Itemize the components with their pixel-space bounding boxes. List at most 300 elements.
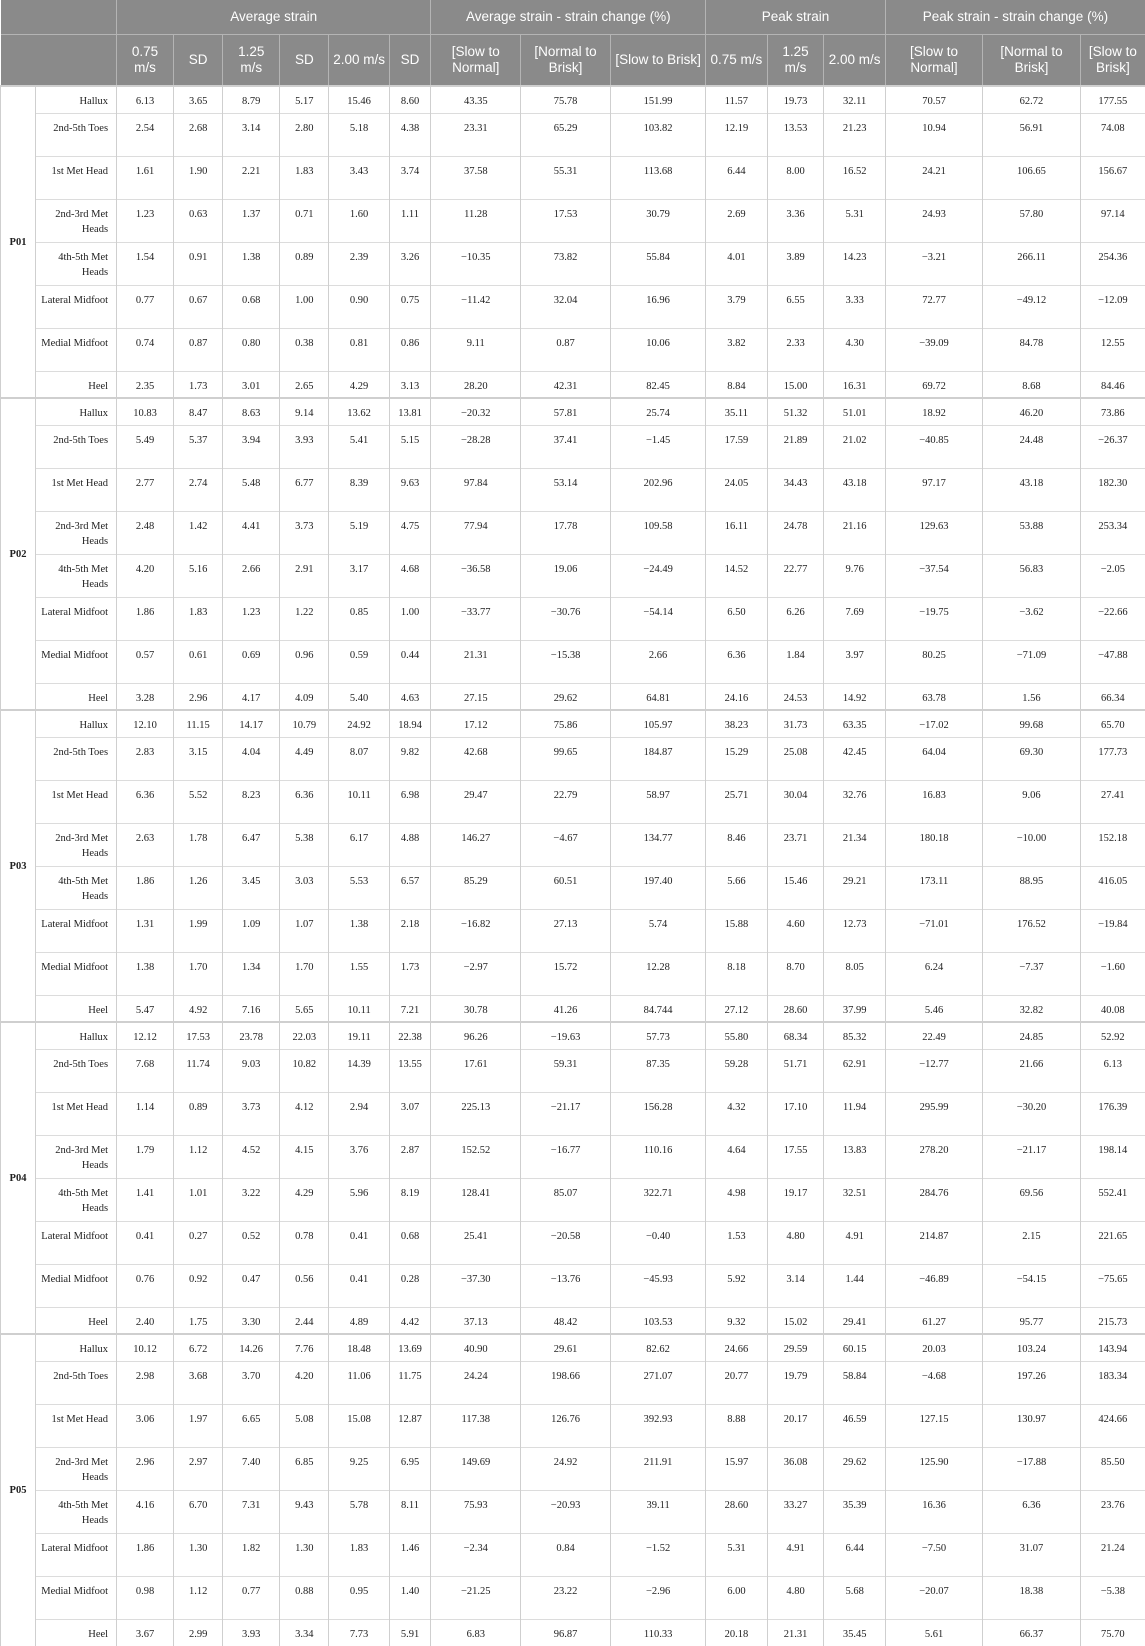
foot-location-label: Lateral Midfoot (36, 1533, 117, 1576)
table-cell: 40.08 (1080, 995, 1145, 1022)
table-cell: 69.56 (983, 1178, 1080, 1221)
table-cell: 4.29 (329, 371, 389, 398)
table-cell: 0.81 (329, 328, 389, 371)
table-cell: 2.80 (280, 113, 329, 156)
table-cell: −1.45 (610, 425, 705, 468)
participant-id: P02 (1, 398, 36, 710)
table-cell: 0.68 (223, 285, 280, 328)
table-cell: 106.65 (983, 156, 1080, 199)
table-cell: 0.95 (329, 1576, 389, 1619)
table-cell: 1.23 (117, 199, 174, 242)
table-cell: 8.84 (706, 371, 767, 398)
table-cell: 0.89 (280, 242, 329, 285)
table-cell: −20.32 (431, 398, 521, 425)
table-row (1, 683, 1145, 710)
table-cell: 6.36 (280, 780, 329, 823)
table-cell: 6.00 (706, 1576, 767, 1619)
table-cell: 253.34 (1080, 511, 1145, 554)
sub-header: [Slow to Normal] (431, 35, 521, 87)
table-cell: −20.58 (521, 1221, 611, 1264)
table-cell: 0.87 (521, 328, 611, 371)
table-cell: 12.10 (117, 710, 174, 737)
foot-location-label: Heel (36, 1307, 117, 1334)
table-cell: 56.91 (983, 113, 1080, 156)
table-cell: 11.15 (174, 710, 223, 737)
table-cell: 16.96 (610, 285, 705, 328)
table-cell: −0.40 (610, 1221, 705, 1264)
table-cell: 9.63 (389, 468, 431, 511)
table-cell: 4.17 (223, 683, 280, 710)
table-cell: 21.89 (767, 425, 824, 468)
table-cell: 2.44 (280, 1307, 329, 1334)
table-cell: 5.38 (280, 823, 329, 866)
sub-header: 0.75 m/s (706, 35, 767, 87)
table-cell: 11.57 (706, 86, 767, 113)
table-cell: 5.17 (280, 86, 329, 113)
table-cell: 3.06 (117, 1404, 174, 1447)
table-cell: 3.74 (389, 156, 431, 199)
table-cell: 0.85 (329, 597, 389, 640)
table-cell: 1.60 (329, 199, 389, 242)
table-cell: 12.73 (824, 909, 885, 952)
table-cell: 0.38 (280, 328, 329, 371)
table-row (1, 597, 1145, 640)
table-cell: −2.05 (1080, 554, 1145, 597)
table-cell: 5.47 (117, 995, 174, 1022)
table-cell: 5.74 (610, 909, 705, 952)
table-cell: 16.52 (824, 156, 885, 199)
table-cell: 20.03 (885, 1334, 982, 1361)
table-cell: 32.82 (983, 995, 1080, 1022)
table-cell: 110.33 (610, 1619, 705, 1646)
table-cell: 151.99 (610, 86, 705, 113)
table-cell: 10.94 (885, 113, 982, 156)
table-cell: 1.26 (174, 866, 223, 909)
table-cell: 4.75 (389, 511, 431, 554)
table-cell: 21.31 (431, 640, 521, 683)
table-cell: 1.75 (174, 1307, 223, 1334)
table-cell: 552.41 (1080, 1178, 1145, 1221)
table-cell: −40.85 (885, 425, 982, 468)
table-cell: −1.52 (610, 1533, 705, 1576)
table-cell: 19.17 (767, 1178, 824, 1221)
table-cell: 180.18 (885, 823, 982, 866)
table-cell: 1.70 (280, 952, 329, 995)
table-cell: 15.46 (767, 866, 824, 909)
table-cell: 152.18 (1080, 823, 1145, 866)
group-header-peak-strain-change: Peak strain - strain change (%) (885, 0, 1145, 35)
table-cell: 75.86 (521, 710, 611, 737)
table-cell: 23.22 (521, 1576, 611, 1619)
table-cell: 6.13 (1080, 1049, 1145, 1092)
table-cell: 55.31 (521, 156, 611, 199)
table-cell: 28.60 (706, 1490, 767, 1533)
table-cell: 41.26 (521, 995, 611, 1022)
table-cell: −10.00 (983, 823, 1080, 866)
table-cell: 130.97 (983, 1404, 1080, 1447)
table-cell: 4.63 (389, 683, 431, 710)
table-cell: 3.94 (223, 425, 280, 468)
table-cell: 19.11 (329, 1022, 389, 1049)
table-cell: 14.23 (824, 242, 885, 285)
table-cell: 99.68 (983, 710, 1080, 737)
table-cell: 1.22 (280, 597, 329, 640)
table-cell: 60.51 (521, 866, 611, 909)
table-cell: 0.52 (223, 1221, 280, 1264)
table-cell: 3.73 (280, 511, 329, 554)
table-cell: 29.62 (824, 1447, 885, 1490)
table-cell: 8.39 (329, 468, 389, 511)
table-row (1, 554, 1145, 597)
table-cell: 60.15 (824, 1334, 885, 1361)
table-cell: 31.07 (983, 1533, 1080, 1576)
foot-location-label: Heel (36, 683, 117, 710)
table-header (1, 0, 1145, 86)
table-cell: 13.55 (389, 1049, 431, 1092)
table-cell: 221.65 (1080, 1221, 1145, 1264)
table-cell: 62.91 (824, 1049, 885, 1092)
table-cell: −7.37 (983, 952, 1080, 995)
table-cell: 30.78 (431, 995, 521, 1022)
table-cell: 152.52 (431, 1135, 521, 1178)
table-cell: 17.61 (431, 1049, 521, 1092)
table-cell: 3.30 (223, 1307, 280, 1334)
group-header-peak-strain: Peak strain (706, 0, 886, 35)
table-cell: 1.14 (117, 1092, 174, 1135)
table-cell: 1.53 (706, 1221, 767, 1264)
table-cell: −30.76 (521, 597, 611, 640)
table-cell: 3.45 (223, 866, 280, 909)
table-cell: 25.71 (706, 780, 767, 823)
table-cell: 10.06 (610, 328, 705, 371)
table-cell: −30.20 (983, 1092, 1080, 1135)
table-cell: 202.96 (610, 468, 705, 511)
table-row (1, 1264, 1145, 1307)
table-cell: 14.52 (706, 554, 767, 597)
table-cell: 198.66 (521, 1361, 611, 1404)
table-cell: 75.93 (431, 1490, 521, 1533)
table-cell: 6.85 (280, 1447, 329, 1490)
table-cell: 16.36 (885, 1490, 982, 1533)
foot-location-label: 1st Met Head (36, 780, 117, 823)
table-row (1, 371, 1145, 398)
table-cell: 6.36 (983, 1490, 1080, 1533)
table-cell: 1.30 (280, 1533, 329, 1576)
table-cell: 20.77 (706, 1361, 767, 1404)
table-cell: 3.07 (389, 1092, 431, 1135)
table-cell: 1.23 (223, 597, 280, 640)
table-cell: 11.06 (329, 1361, 389, 1404)
table-cell: 5.65 (280, 995, 329, 1022)
table-cell: 42.45 (824, 737, 885, 780)
table-cell: 5.16 (174, 554, 223, 597)
table-cell: 4.98 (706, 1178, 767, 1221)
table-cell: 3.89 (767, 242, 824, 285)
table-cell: 1.38 (329, 909, 389, 952)
table-cell: 28.20 (431, 371, 521, 398)
table-cell: 7.69 (824, 597, 885, 640)
foot-location-label: 2nd-5th Toes (36, 1361, 117, 1404)
table-cell: 10.82 (280, 1049, 329, 1092)
table-cell: 10.11 (329, 995, 389, 1022)
table-cell: 1.70 (174, 952, 223, 995)
table-row (1, 468, 1145, 511)
header-blank-participant (1, 0, 36, 35)
table-cell: −12.09 (1080, 285, 1145, 328)
table-body (1, 86, 1145, 1646)
table-cell: 10.12 (117, 1334, 174, 1361)
table-cell: 97.17 (885, 468, 982, 511)
table-row (1, 242, 1145, 285)
table-cell: 2.39 (329, 242, 389, 285)
table-cell: 21.31 (767, 1619, 824, 1646)
table-cell: 27.15 (431, 683, 521, 710)
table-cell: 0.77 (117, 285, 174, 328)
table-cell: 51.01 (824, 398, 885, 425)
table-row (1, 1404, 1145, 1447)
table-cell: −54.15 (983, 1264, 1080, 1307)
table-row (1, 113, 1145, 156)
table-cell: 38.23 (706, 710, 767, 737)
table-cell: 3.14 (223, 113, 280, 156)
table-cell: 0.75 (389, 285, 431, 328)
table-row (1, 1307, 1145, 1334)
sub-header: 2.00 m/s (329, 35, 389, 87)
table-cell: 19.73 (767, 86, 824, 113)
table-cell: 6.77 (280, 468, 329, 511)
table-cell: 176.39 (1080, 1092, 1145, 1135)
table-cell: 173.11 (885, 866, 982, 909)
table-cell: −5.38 (1080, 1576, 1145, 1619)
table-cell: 8.46 (706, 823, 767, 866)
table-cell: 0.89 (174, 1092, 223, 1135)
table-cell: 17.10 (767, 1092, 824, 1135)
table-cell: 8.70 (767, 952, 824, 995)
table-cell: 29.62 (521, 683, 611, 710)
table-row (1, 866, 1145, 909)
table-cell: 5.40 (329, 683, 389, 710)
table-cell: 24.85 (983, 1022, 1080, 1049)
table-cell: 3.43 (329, 156, 389, 199)
table-cell: 1.54 (117, 242, 174, 285)
table-cell: 2.63 (117, 823, 174, 866)
table-cell: 6.26 (767, 597, 824, 640)
table-cell: 36.08 (767, 1447, 824, 1490)
table-cell: 27.12 (706, 995, 767, 1022)
table-row (1, 640, 1145, 683)
table-row (1, 1490, 1145, 1533)
table-cell: 24.66 (706, 1334, 767, 1361)
table-cell: 9.76 (824, 554, 885, 597)
table-cell: −54.14 (610, 597, 705, 640)
header-blank-location-2 (36, 35, 117, 87)
table-cell: 29.21 (824, 866, 885, 909)
table-cell: 43.18 (983, 468, 1080, 511)
table-row (1, 1334, 1145, 1361)
table-cell: 56.83 (983, 554, 1080, 597)
table-cell: 197.26 (983, 1361, 1080, 1404)
table-cell: 84.46 (1080, 371, 1145, 398)
sub-header: [Slow to Normal] (885, 35, 982, 87)
group-header-row (1, 0, 1145, 35)
table-cell: 13.83 (824, 1135, 885, 1178)
table-cell: 5.46 (885, 995, 982, 1022)
table-cell: 146.27 (431, 823, 521, 866)
table-cell: 5.61 (885, 1619, 982, 1646)
table-cell: 29.59 (767, 1334, 824, 1361)
table-cell: −4.68 (885, 1361, 982, 1404)
table-cell: 31.73 (767, 710, 824, 737)
table-cell: 96.87 (521, 1619, 611, 1646)
table-cell: 214.87 (885, 1221, 982, 1264)
table-cell: 1.11 (389, 199, 431, 242)
table-cell: 1.82 (223, 1533, 280, 1576)
table-cell: 129.63 (885, 511, 982, 554)
sub-header-row (1, 35, 1145, 87)
table-cell: 11.74 (174, 1049, 223, 1092)
table-cell: 4.52 (223, 1135, 280, 1178)
table-cell: 48.42 (521, 1307, 611, 1334)
table-cell: 74.08 (1080, 113, 1145, 156)
table-row (1, 952, 1145, 995)
table-cell: 103.24 (983, 1334, 1080, 1361)
table-cell: −21.17 (983, 1135, 1080, 1178)
table-cell: 64.04 (885, 737, 982, 780)
foot-location-label: 4th-5th Met Heads (36, 1178, 117, 1221)
table-cell: 2.99 (174, 1619, 223, 1646)
table-cell: 3.15 (174, 737, 223, 780)
table-cell: 3.82 (706, 328, 767, 371)
table-cell: 25.74 (610, 398, 705, 425)
table-cell: 85.50 (1080, 1447, 1145, 1490)
table-cell: 15.88 (706, 909, 767, 952)
table-cell: 5.52 (174, 780, 223, 823)
table-cell: 18.38 (983, 1576, 1080, 1619)
table-cell: 2.40 (117, 1307, 174, 1334)
table-cell: 2.94 (329, 1092, 389, 1135)
table-cell: 198.14 (1080, 1135, 1145, 1178)
table-cell: 6.57 (389, 866, 431, 909)
table-cell: 0.74 (117, 328, 174, 371)
table-cell: 113.68 (610, 156, 705, 199)
table-cell: 5.41 (329, 425, 389, 468)
table-cell: 9.11 (431, 328, 521, 371)
table-cell: 12.55 (1080, 328, 1145, 371)
table-cell: 7.73 (329, 1619, 389, 1646)
table-cell: 64.81 (610, 683, 705, 710)
table-cell: 3.01 (223, 371, 280, 398)
table-row (1, 1178, 1145, 1221)
table-cell: 19.06 (521, 554, 611, 597)
table-cell: 13.62 (329, 398, 389, 425)
table-cell: 2.69 (706, 199, 767, 242)
table-cell: 24.21 (885, 156, 982, 199)
table-cell: 1.83 (329, 1533, 389, 1576)
table-cell: 9.43 (280, 1490, 329, 1533)
table-cell: 4.64 (706, 1135, 767, 1178)
table-cell: 1.42 (174, 511, 223, 554)
table-cell: 18.92 (885, 398, 982, 425)
table-cell: 29.47 (431, 780, 521, 823)
table-cell: 5.08 (280, 1404, 329, 1447)
table-cell: 3.34 (280, 1619, 329, 1646)
table-cell: 3.03 (280, 866, 329, 909)
table-cell: 6.44 (706, 156, 767, 199)
table-cell: 97.14 (1080, 199, 1145, 242)
table-cell: 22.38 (389, 1022, 431, 1049)
foot-location-label: 1st Met Head (36, 1404, 117, 1447)
table-row (1, 710, 1145, 737)
table-cell: 1.41 (117, 1178, 174, 1221)
table-cell: 11.28 (431, 199, 521, 242)
table-cell: 128.41 (431, 1178, 521, 1221)
table-cell: 7.21 (389, 995, 431, 1022)
foot-location-label: 2nd-5th Toes (36, 1049, 117, 1092)
table-cell: 2.18 (389, 909, 431, 952)
table-cell: 12.12 (117, 1022, 174, 1049)
table-cell: 16.11 (706, 511, 767, 554)
foot-location-label: 2nd-3rd Met Heads (36, 1447, 117, 1490)
table-cell: 2.15 (983, 1221, 1080, 1264)
sub-header: 2.00 m/s (824, 35, 885, 87)
table-cell: 29.41 (824, 1307, 885, 1334)
table-cell: 0.78 (280, 1221, 329, 1264)
table-cell: −3.21 (885, 242, 982, 285)
table-cell: 21.24 (1080, 1533, 1145, 1576)
foot-location-label: 1st Met Head (36, 156, 117, 199)
table-cell: 3.22 (223, 1178, 280, 1221)
table-cell: 0.77 (223, 1576, 280, 1619)
foot-location-label: Hallux (36, 1334, 117, 1361)
table-cell: 143.94 (1080, 1334, 1145, 1361)
table-cell: 57.80 (983, 199, 1080, 242)
sub-header: 1.25 m/s (223, 35, 280, 87)
table-cell: 6.44 (824, 1533, 885, 1576)
table-cell: 0.27 (174, 1221, 223, 1264)
table-cell: 284.76 (885, 1178, 982, 1221)
table-cell: 25.41 (431, 1221, 521, 1264)
table-cell: −22.66 (1080, 597, 1145, 640)
table-cell: 1.40 (389, 1576, 431, 1619)
table-cell: 17.12 (431, 710, 521, 737)
foot-location-label: 4th-5th Met Heads (36, 866, 117, 909)
table-cell: 4.42 (389, 1307, 431, 1334)
table-cell: 105.97 (610, 710, 705, 737)
table-cell: 0.67 (174, 285, 223, 328)
table-cell: 9.82 (389, 737, 431, 780)
table-cell: 24.05 (706, 468, 767, 511)
table-cell: 322.71 (610, 1178, 705, 1221)
table-cell: 59.28 (706, 1049, 767, 1092)
participant-id: P04 (1, 1022, 36, 1334)
table-row (1, 737, 1145, 780)
table-cell: 7.31 (223, 1490, 280, 1533)
table-cell: 99.65 (521, 737, 611, 780)
table-cell: 6.24 (885, 952, 982, 995)
table-cell: 15.02 (767, 1307, 824, 1334)
table-cell: 33.27 (767, 1490, 824, 1533)
table-cell: 85.29 (431, 866, 521, 909)
table-cell: 30.04 (767, 780, 824, 823)
table-cell: 21.23 (824, 113, 885, 156)
table-cell: 51.32 (767, 398, 824, 425)
table-cell: 4.38 (389, 113, 431, 156)
table-cell: 57.81 (521, 398, 611, 425)
foot-location-label: 2nd-3rd Met Heads (36, 823, 117, 866)
foot-location-label: 4th-5th Met Heads (36, 242, 117, 285)
table-cell: 4.01 (706, 242, 767, 285)
table-cell: −46.89 (885, 1264, 982, 1307)
